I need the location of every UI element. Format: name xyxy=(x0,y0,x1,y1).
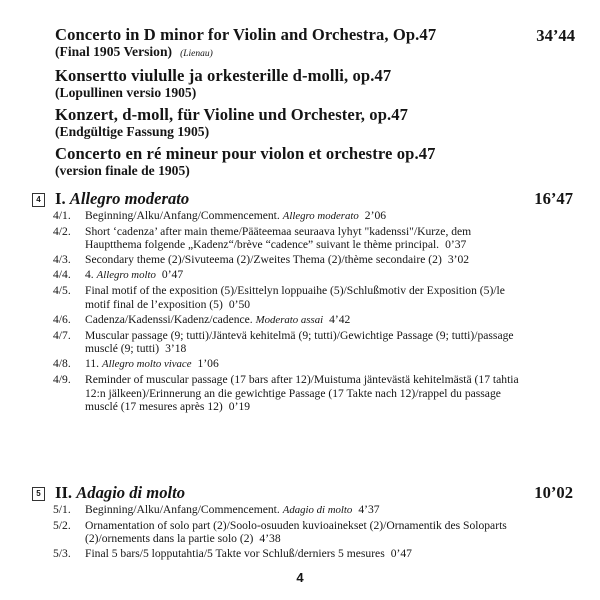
index-item xyxy=(0,357,525,371)
index-number: 4/2. xyxy=(53,225,71,238)
movement-duration: 10’02 xyxy=(534,483,573,502)
index-time: 1’06 xyxy=(197,357,219,371)
movement-duration: 16’47 xyxy=(534,189,573,208)
index-time: 3’18 xyxy=(165,342,187,356)
title-english xyxy=(55,26,575,62)
movement-2 xyxy=(0,483,600,562)
index-number: 4/4. xyxy=(53,268,71,282)
title-sub: (version finale de 1905) xyxy=(55,163,190,178)
movement-title xyxy=(55,189,189,209)
index-text: 11. xyxy=(85,357,100,371)
title-french xyxy=(55,145,575,179)
title-main: Konsertto viululle ja orkesterille d-molli, op.47 xyxy=(55,66,392,85)
index-item xyxy=(0,284,525,311)
index-tempo: Allegro molto vivace xyxy=(101,358,192,371)
movement-1 xyxy=(0,189,600,415)
index-time: 4’38 xyxy=(259,532,281,546)
index-item xyxy=(0,313,525,327)
total-duration: 34’44 xyxy=(536,26,575,45)
index-text: Secondary theme (2)/Sivuteema (2)/Zweites Thema (2)/thème secondaire (2) xyxy=(85,253,442,267)
index-text: Beginning/Alku/Anfang/Commencement. xyxy=(85,209,280,222)
index-time: 2’06 xyxy=(364,209,387,222)
index-time: 0’37 xyxy=(445,238,467,252)
index-tempo: Allegro moderato xyxy=(282,210,359,222)
index-number: 5/3. xyxy=(53,547,71,561)
index-tempo: Adagio di molto xyxy=(282,504,353,516)
index-text: Ornamentation of solo part (2)/Soolo-osuuden kuvioainekset (2)/Ornamentik des Soloparts (2)/ornements dans la partie solo (2) xyxy=(85,519,507,546)
publisher: (Lienau) xyxy=(180,49,213,59)
index-item xyxy=(0,209,525,223)
index-number: 5/1. xyxy=(53,503,71,516)
index-number: 4/7. xyxy=(53,328,71,342)
page-number: 4 xyxy=(296,570,304,585)
index-time: 0’47 xyxy=(390,547,412,561)
index-time: 3’02 xyxy=(447,253,470,267)
index-text: Reminder of muscular passage (17 bars after 12)/Muistuma jäntevästä kehitelmästä (17 tahtia 12:n jälkeen)/Erinnerung an die gewichtige Passage (17 Takte nach 12)/rappel du passage musclé (17 mesures après 12) xyxy=(85,373,519,414)
index-item xyxy=(0,503,525,517)
movement-numeral: II. xyxy=(55,483,73,502)
index-text: Muscular passage (9; tutti)/Jäntevä kehitelmä (9; tutti)/Gewichtige Passage (9; tutti)/passage musclé (9; tutti) xyxy=(85,328,514,356)
index-time: 0’47 xyxy=(161,268,184,282)
title-sub-text: (Final 1905 Version) xyxy=(55,44,173,59)
index-number: 4/9. xyxy=(53,373,71,387)
index-item xyxy=(0,547,525,560)
index-list xyxy=(0,209,600,413)
track-number-box: 4 xyxy=(32,193,45,207)
index-text: Cadenza/Kadenssi/Kadenz/cadence. xyxy=(85,312,253,326)
index-number: 4/5. xyxy=(53,284,71,298)
movement-heading xyxy=(0,189,600,209)
title-sub xyxy=(55,44,575,62)
index-tempo: Allegro molto xyxy=(96,269,156,282)
index-text: Short ‘cadenza’ after main theme/Pääteemaa seuraava lyhyt "kadenssi"/Kurze, dem Hauptthema folgende „Kadenz“/brève “cadence” suivant le thème principal. xyxy=(85,225,472,252)
index-time: 4’42 xyxy=(329,312,351,326)
index-time: 4’37 xyxy=(358,503,380,516)
index-text: Final motif of the exposition (5)/Esittelyn loppuaihe (5)/Schlußmotiv der Exposition (5)/le motif final de l’exposition (5) xyxy=(85,284,505,311)
index-number: 4/1. xyxy=(53,209,71,222)
track-number-box: 5 xyxy=(32,487,45,501)
index-number: 4/3. xyxy=(53,253,71,267)
title-main: Konzert, d-moll, für Violine und Orchester, op.47 xyxy=(55,105,409,124)
movement-heading xyxy=(0,483,600,503)
movement-numeral: I. xyxy=(55,189,66,208)
index-text: Final 5 bars/5 lopputahtia/5 Takte vor Schluß/derniers 5 mesures xyxy=(85,547,385,561)
index-text: Beginning/Alku/Anfang/Commencement. xyxy=(85,503,280,516)
index-item xyxy=(0,225,525,252)
index-item xyxy=(0,373,525,413)
index-item xyxy=(0,253,525,266)
index-text: 4. xyxy=(85,268,94,282)
index-time: 0’50 xyxy=(228,297,251,311)
title-german xyxy=(55,106,575,140)
index-number: 5/2. xyxy=(53,519,71,532)
title-sub: (Lopullinen versio 1905) xyxy=(55,85,197,100)
index-item xyxy=(0,329,525,356)
index-list xyxy=(0,503,600,561)
index-item xyxy=(0,519,525,546)
index-tempo: Moderato assai xyxy=(255,313,324,326)
title-main: Concerto en ré mineur pour violon et orchestre op.47 xyxy=(55,144,436,163)
index-item xyxy=(0,268,525,282)
title-finnish xyxy=(55,67,575,101)
movement-title xyxy=(55,483,185,503)
title-main: Concerto in D minor for Violin and Orchestra, Op.47 xyxy=(55,25,437,44)
movement-tempo: Allegro moderato xyxy=(69,189,190,208)
movement-tempo: Adagio di molto xyxy=(76,483,186,502)
index-number: 4/8. xyxy=(53,357,71,371)
work-title-block xyxy=(55,26,575,184)
title-sub: (Endgültige Fassung 1905) xyxy=(55,124,210,139)
index-time: 0’19 xyxy=(228,400,251,414)
index-number: 4/6. xyxy=(53,312,71,326)
